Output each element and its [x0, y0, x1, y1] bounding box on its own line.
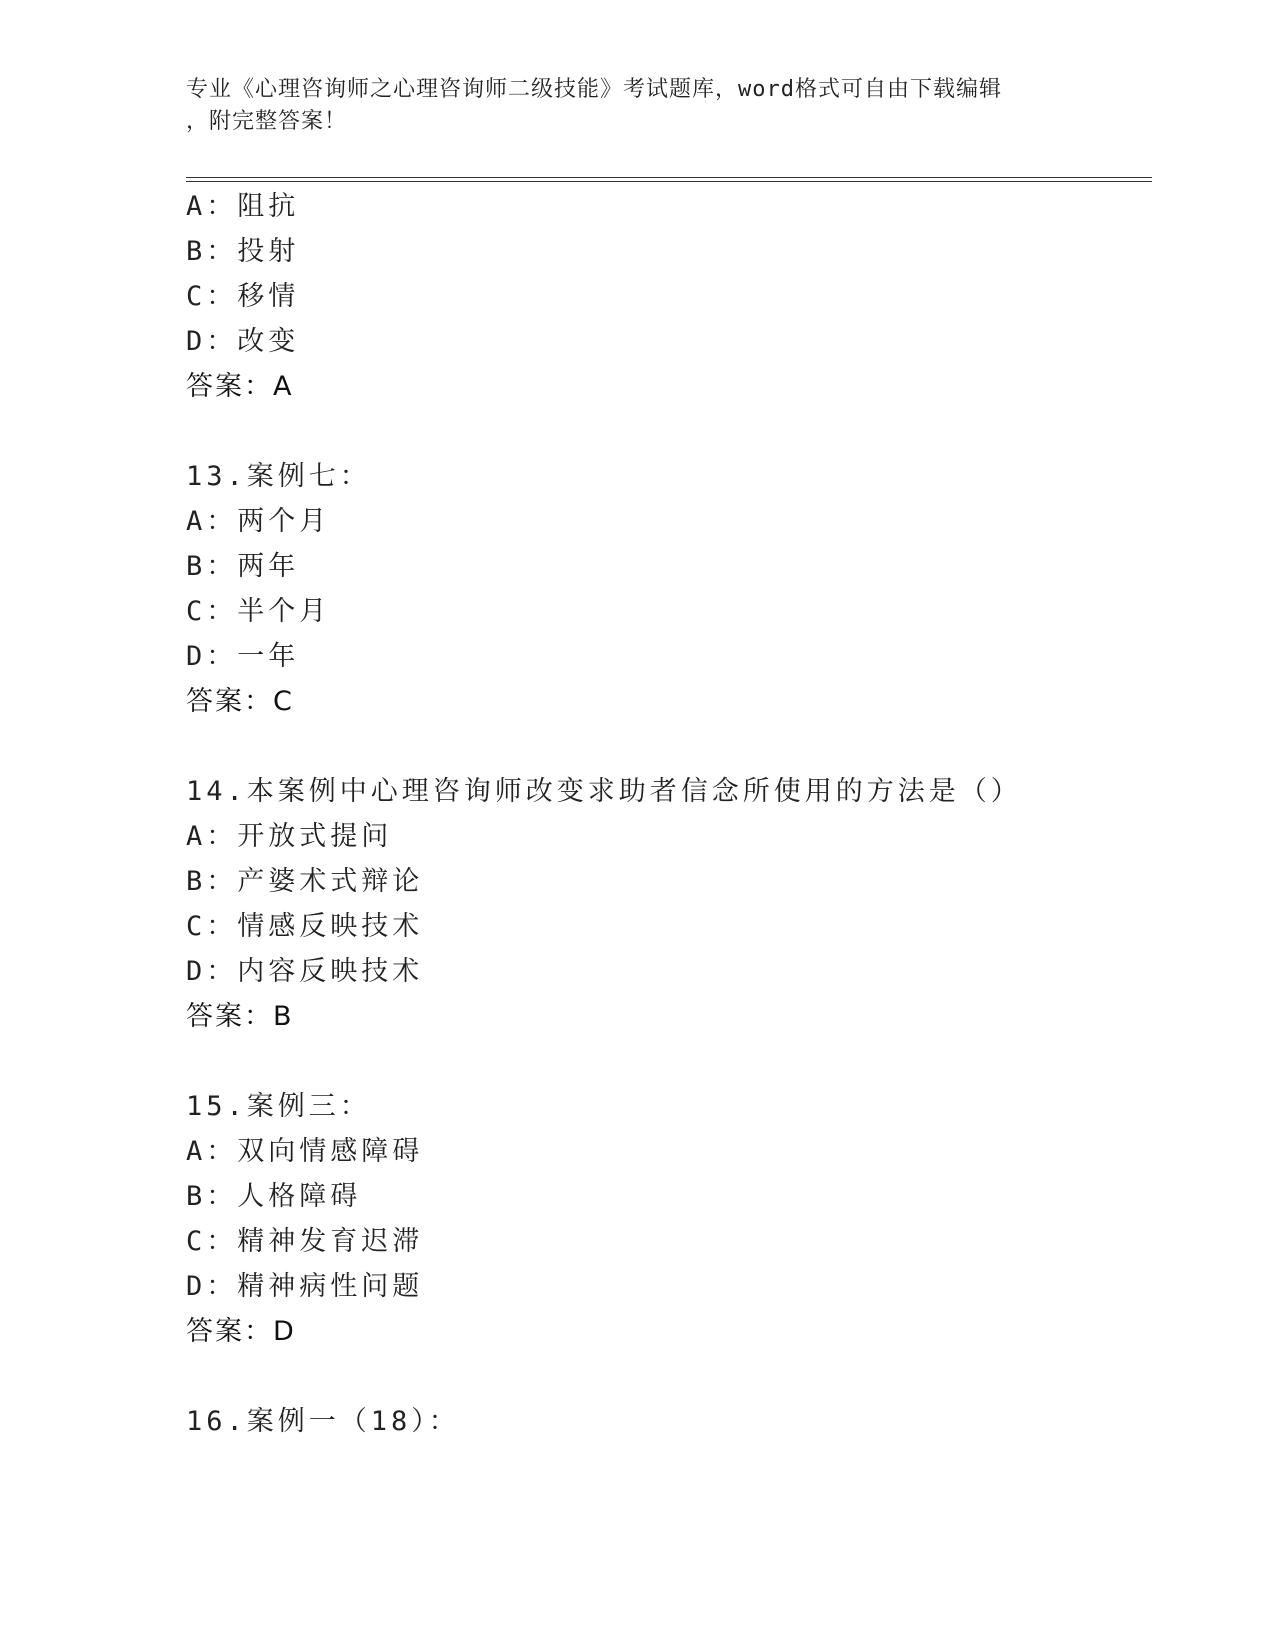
q15-option-c: C：精神发育迟滞: [186, 1226, 424, 1257]
q14-answer: 答案：B: [186, 1001, 294, 1032]
q15-option-d: D：精神病性问题: [186, 1271, 424, 1302]
q12-answer: 答案：A: [186, 371, 294, 402]
q15-option-a: A：双向情感障碍: [186, 1136, 424, 1167]
q15-option-b: B：人格障碍: [186, 1181, 362, 1212]
header-title-line-2: ，附完整答案！: [186, 109, 348, 134]
q14-option-d: D：内容反映技术: [186, 956, 424, 987]
document-header: [186, 74, 1086, 138]
header-divider-bottom: [186, 181, 1152, 182]
q13-answer: 答案：C: [186, 686, 294, 717]
q12-option-b: B：投射: [186, 236, 300, 267]
q12-option-a: A：阻抗: [186, 191, 300, 222]
q16-question: 16.案例一（18）：: [186, 1406, 460, 1437]
q14-option-c: C：情感反映技术: [186, 911, 424, 942]
q13-option-d: D：一年: [186, 641, 300, 672]
q12-option-c: C：移情: [186, 281, 300, 312]
q14-option-b: B：产婆术式辩论: [186, 866, 424, 897]
q14-question: 14.本案例中心理咨询师改变求助者信念所使用的方法是（）: [186, 776, 1022, 807]
q12-option-d: D：改变: [186, 326, 300, 357]
q13-option-c: C：半个月: [186, 596, 331, 627]
q13-option-b: B：两年: [186, 551, 300, 582]
q14-option-a: A：开放式提问: [186, 821, 393, 852]
q13-option-a: A：两个月: [186, 506, 331, 537]
header-divider-top: [186, 177, 1152, 178]
header-title-line-1: 专业《心理咨询师之心理咨询师二级技能》考试题库，word格式可自由下载编辑: [186, 77, 1002, 102]
q15-question: 15.案例三：: [186, 1091, 371, 1122]
q15-answer: 答案：D: [186, 1316, 296, 1347]
q13-question: 13.案例七：: [186, 461, 371, 492]
